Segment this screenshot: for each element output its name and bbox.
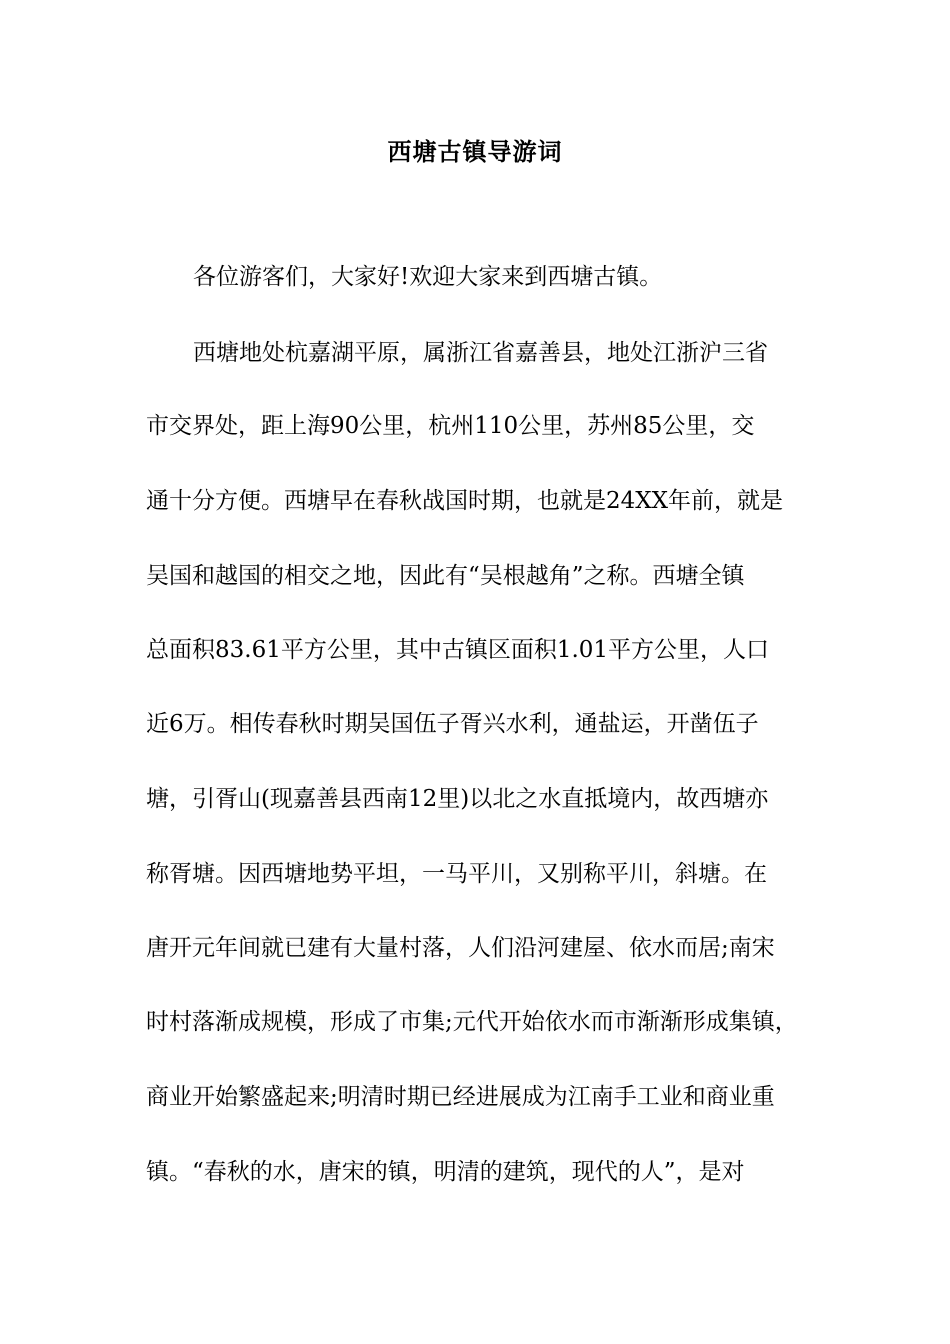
paragraph-line: 市交界处，距上海90公里，杭州110公里，苏州85公里，交 <box>146 413 755 439</box>
paragraph-line: 西塘地处杭嘉湖平原，属浙江省嘉善县，地处江浙沪三省 <box>193 340 768 366</box>
paragraph-line: 称胥塘。因西塘地势平坦，一马平川，又别称平川，斜塘。在 <box>146 861 767 887</box>
paragraph-line: 商业开始繁盛起来;明清时期已经进展成为江南手工业和商业重 <box>146 1084 775 1110</box>
document-title: 西塘古镇导游词 <box>387 137 563 166</box>
paragraph-line: 唐开元年间就已建有大量村落，人们沿河建屋、依水而居;南宋 <box>146 935 775 961</box>
paragraph-greeting: 各位游客们，大家好!欢迎大家来到西塘古镇。 <box>193 264 663 290</box>
paragraph-line: 近6万。相传春秋时期吴国伍子胥兴水利，通盐运，开凿伍子 <box>146 711 759 737</box>
paragraph-line: 吴国和越国的相交之地，因此有“吴根越角”之称。西塘全镇 <box>146 563 745 589</box>
paragraph-line: 通十分方便。西塘早在春秋战国时期，也就是24XX年前，就是 <box>146 488 784 514</box>
paragraph-line: 塘，引胥山(现嘉善县西南12里)以北之水直抵境内，故西塘亦 <box>146 786 769 812</box>
paragraph-line: 总面积83.61平方公里，其中古镇区面积1.01平方公里，人口 <box>146 637 770 663</box>
paragraph-line: 镇。“春秋的水，唐宋的镇，明清的建筑，现代的人”，是对 <box>146 1159 745 1185</box>
paragraph-line: 时村落渐成规模，形成了市集;元代开始依水而市渐渐形成集镇， <box>146 1009 798 1035</box>
